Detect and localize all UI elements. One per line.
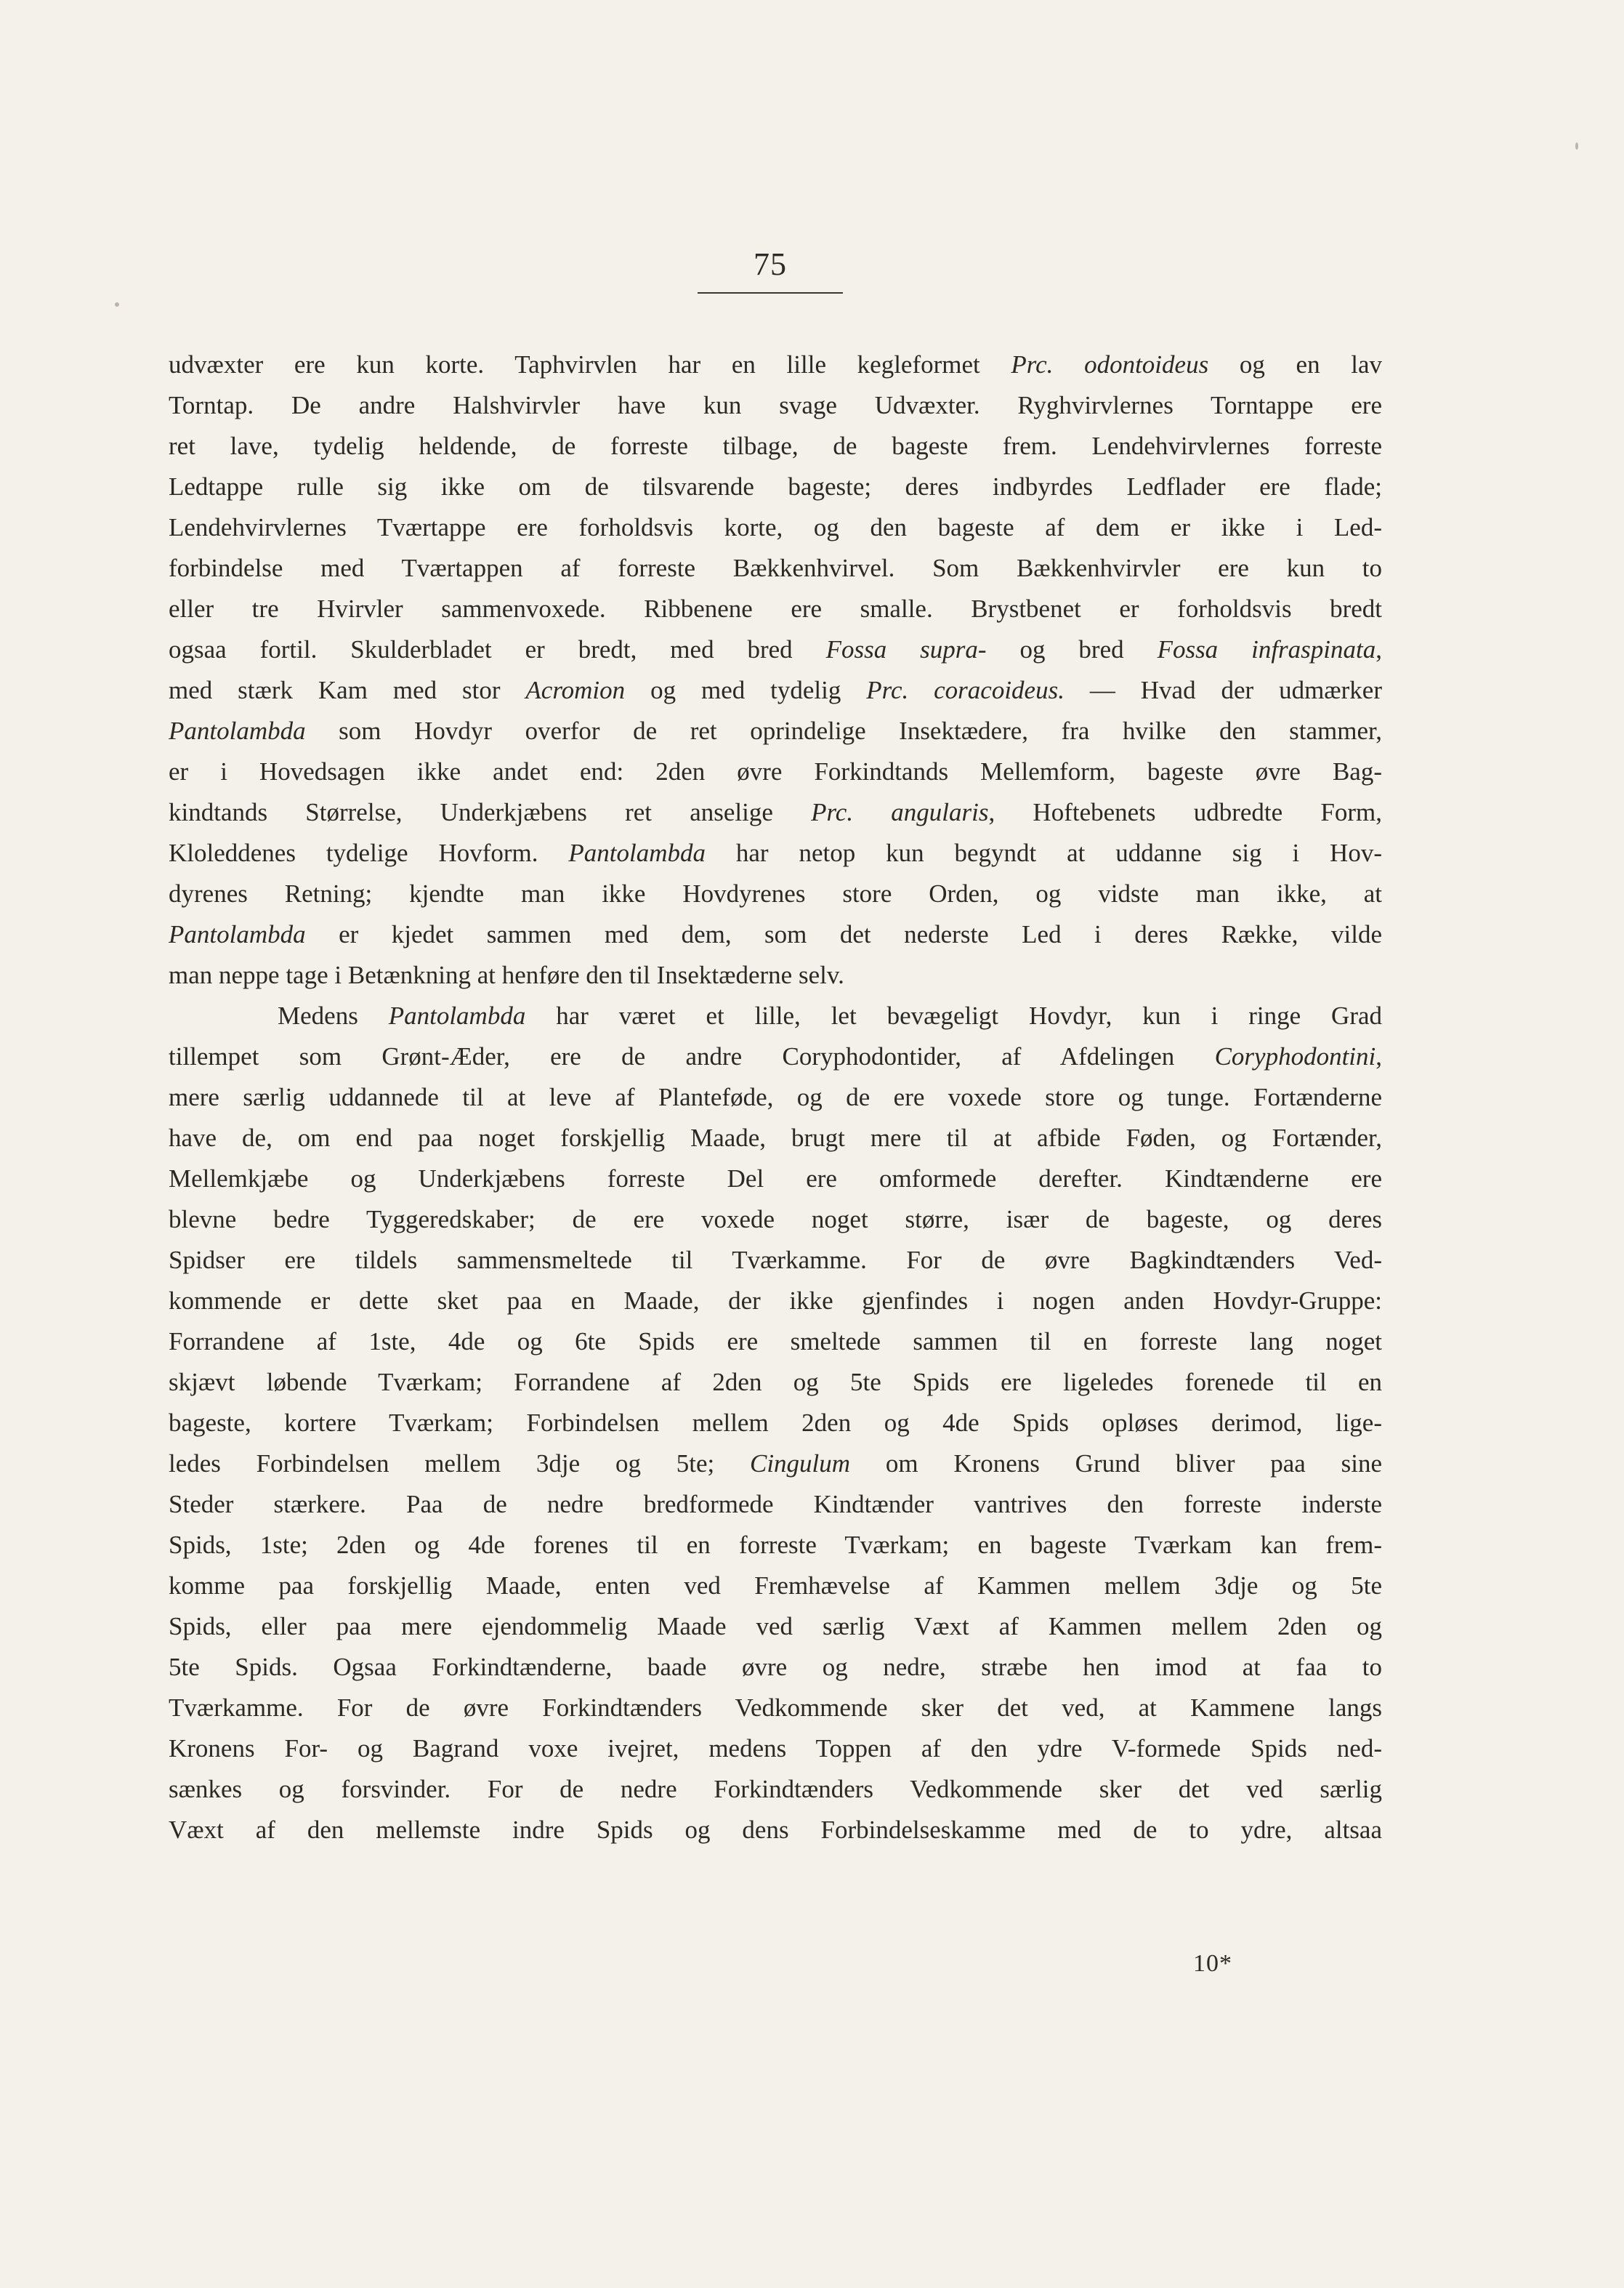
text-line: dyrenes Retning; kjendte man ikke Hovdyrenes store Orden, og vidste man ikke, at — [169, 879, 1382, 908]
text-line: blevne bedre Tyggeredskaber; de ere voxede noget større, især de bageste, og deres — [169, 1205, 1382, 1233]
text-line: med stærk Kam med stor Acromion og med tydelig Prc. coracoideus. — Hvad der udmærker — [169, 676, 1382, 704]
text-line: sænkes og forsvinder. For de nedre Forkindtænders Vedkommende sker det ved særlig — [169, 1775, 1382, 1803]
italic-term: Acromion — [525, 676, 626, 704]
text-line: Tværkamme. For de øvre Forkindtænders Vedkommende sker det ved, at Kammene langs — [169, 1693, 1382, 1722]
text-line: Lendehvirvlernes Tværtappe ere forholdsvis korte, og den bageste af dem er ikke i Led- — [169, 513, 1382, 541]
paper-speck — [115, 302, 119, 307]
italic-term: Pantolambda — [568, 839, 706, 867]
text-line: 5te Spids. Ogsaa Forkindtænderne, baade øvre og nedre, stræbe hen imod at faa to — [169, 1653, 1382, 1681]
text-line: have de, om end paa noget forskjellig Maade, brugt mere til at afbide Føden, og Fortænder, — [169, 1124, 1382, 1152]
page-number: 75 — [754, 246, 787, 282]
text-line: Kloleddenes tydelige Hovform. Pantolambda har netop kun begyndt at uddanne sig i Hov- — [169, 839, 1382, 867]
text-line: eller tre Hvirvler sammenvoxede. Ribbenene ere smalle. Brystbenet er forholdsvis bredt — [169, 595, 1382, 623]
text-line: bageste, kortere Tværkam; Forbindelsen mellem 2den og 4de Spids opløses derimod, lige- — [169, 1409, 1382, 1437]
text-line: Væxt af den mellemste indre Spids og dens Forbindelseskamme med de to ydre, altsaa — [169, 1816, 1382, 1844]
text-line: Pantolambda som Hovdyr overfor de ret oprindelige Insektædere, fra hvilke den stammer, — [169, 717, 1382, 745]
text-line: Spidser ere tildels sammensmeltede til Tværkamme. For de øvre Bagkindtænders Ved- — [169, 1246, 1382, 1274]
paper-speck — [1575, 142, 1578, 150]
italic-term: Pantolambda — [169, 920, 306, 948]
text-line: kindtands Størrelse, Underkjæbens ret anselige Prc. angularis, Hoftebenets udbredte Form, — [169, 798, 1382, 826]
text-line: ogsaa fortil. Skulderbladet er bredt, med bred Fossa supra- og bred Fossa infraspinata, — [169, 635, 1382, 664]
italic-term: Cingulum — [749, 1449, 851, 1478]
text-line: Pantolambda er kjedet sammen med dem, som det nederste Led i deres Række, vilde — [169, 920, 1382, 948]
text-line: udvæxter ere kun korte. Taphvirvlen har en lille kegleformet Prc. odontoideus og en lav — [169, 350, 1382, 379]
page-number-rule — [698, 292, 843, 294]
text-line: Medens Pantolambda har været et lille, let bevægeligt Hovdyr, kun i ringe Grad — [278, 1002, 1382, 1030]
italic-term: Pantolambda — [169, 717, 306, 745]
italic-term: Fossa supra- — [825, 635, 987, 664]
text-line: Ledtappe rulle sig ikke om de tilsvarende bageste; deres indbyrdes Ledflader ere flade; — [169, 472, 1382, 501]
text-line: mere særlig uddannede til at leve af Planteføde, og de ere voxede store og tunge. Fortænderne — [169, 1083, 1382, 1111]
text-line: komme paa forskjellig Maade, enten ved Fremhævelse af Kammen mellem 3dje og 5te — [169, 1571, 1382, 1600]
italic-term: Prc. odontoideus — [1011, 350, 1209, 379]
text-line: ret lave, tydelig heldende, de forreste tilbage, de bageste frem. Lendehvirvlernes forreste — [169, 432, 1382, 460]
text-line: man neppe tage i Betænkning at henføre den til Insektæderne selv. — [169, 961, 844, 989]
text-line: Spids, 1ste; 2den og 4de forenes til en forreste Tværkam; en bageste Tværkam kan frem- — [169, 1531, 1382, 1559]
italic-term: Pantolambda — [388, 1002, 526, 1030]
text-line: kommende er dette sket paa en Maade, der ikke gjenfindes i nogen anden Hovdyr-Gruppe: — [169, 1286, 1382, 1315]
text-line: ledes Forbindelsen mellem 3dje og 5te; Cingulum om Kronens Grund bliver paa sine — [169, 1449, 1382, 1478]
text-line: Kronens For- og Bagrand voxe ivejret, medens Toppen af den ydre V-formede Spids ned- — [169, 1734, 1382, 1763]
text-line: skjævt løbende Tværkam; Forrandene af 2den og 5te Spids ere ligeledes forenede til en — [169, 1368, 1382, 1396]
text-line: er i Hovedsagen ikke andet end: 2den øvre Forkindtands Mellemform, bageste øvre Bag- — [169, 757, 1382, 786]
text-line: tillempet som Grønt-Æder, ere de andre Coryphodontider, af Afdelingen Coryphodontini, — [169, 1042, 1382, 1071]
italic-term: Coryphodontini — [1214, 1042, 1376, 1071]
signature-mark: 10* — [1193, 1950, 1232, 1977]
text-line: Torntap. De andre Halshvirvler have kun svage Udvæxter. Ryghvirvlernes Torntappe ere — [169, 391, 1382, 419]
text-line: Steder stærkere. Paa de nedre bredformede Kindtænder vantrives den forreste inderste — [169, 1490, 1382, 1518]
text-line: Mellemkjæbe og Underkjæbens forreste Del ere omformede derefter. Kindtænderne ere — [169, 1164, 1382, 1193]
text-line: forbindelse med Tværtappen af forreste Bækkenhvirvel. Som Bækkenhvirvler ere kun to — [169, 554, 1382, 582]
body-text — [169, 345, 1382, 1850]
text-line: Forrandene af 1ste, 4de og 6te Spids ere smeltede sammen til en forreste lang noget — [169, 1327, 1382, 1356]
text-line: Spids, eller paa mere ejendommelig Maade ved særlig Væxt af Kammen mellem 2den og — [169, 1612, 1382, 1640]
italic-term: Prc. coracoideus. — [866, 676, 1065, 704]
italic-term: Prc. angularis — [811, 798, 989, 826]
italic-term: Fossa infraspinata — [1157, 635, 1376, 664]
